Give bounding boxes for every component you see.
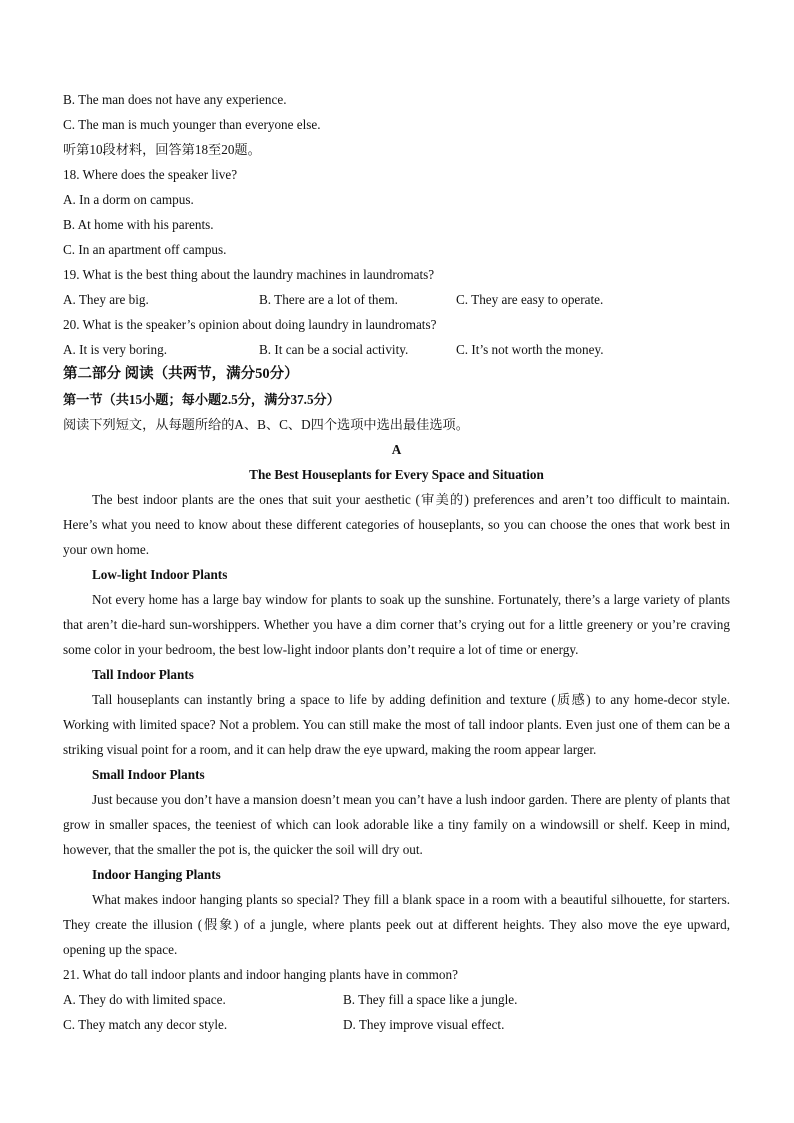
part-two-heading: 第二部分 阅读（共两节，满分50分） bbox=[63, 366, 299, 382]
paragraph-low-light: Not every home has a large bay window for plants to soak up the sunshine. Fortunately, there’s a large variety of plants that aren’t die-hard sun-worshippers. Whether you have a dim corner that’s crying out for a little greenery or you’re craving some color in your bedroom, the best low-light indoor plants don’t require a lot of time or energy. bbox=[63, 592, 730, 657]
paragraph-small: Just because you don’t have a mansion doesn’t mean you can’t have a lush indoor garden. There are plenty of plants that grow in smaller spaces, the teeniest of which can look adorable like a tiny family on a windowsill or shelf. Keep in mind, however, that the smaller the pot is, the quicker the soil will dry out. bbox=[63, 792, 730, 857]
subheading-small: Small Indoor Plants bbox=[92, 767, 205, 782]
question-21: 21. What do tall indoor plants and indoor hanging plants have in common? bbox=[63, 967, 458, 982]
question-19-option-b: B. There are a lot of them. bbox=[259, 292, 398, 307]
listening-instruction: 听第10段材料，回答第18至20题。 bbox=[63, 142, 261, 157]
subheading-hanging: Indoor Hanging Plants bbox=[92, 867, 221, 882]
paragraph-tall: Tall houseplants can instantly bring a space to life by adding definition and texture (质感) to any home-decor style. Working with limited space? Not a problem. You can still make the most of tall indoor plants. Even just one of them can be a striking visual point for a room, and it can help draw the eye upward, making the room appear larger. bbox=[63, 692, 730, 757]
exam-page bbox=[63, 87, 730, 1037]
question-18: 18. Where does the speaker live? bbox=[63, 167, 238, 182]
question-19-option-c: C. They are easy to operate. bbox=[456, 292, 604, 307]
question-19-option-a: A. They are big. bbox=[63, 292, 149, 307]
question-20-options bbox=[63, 337, 730, 362]
question-20: 20. What is the speaker’s opinion about doing laundry in laundromats? bbox=[63, 317, 437, 332]
question-18-option-b: B. At home with his parents. bbox=[63, 217, 214, 232]
option-line: C. The man is much younger than everyone else. bbox=[63, 117, 321, 132]
question-19: 19. What is the best thing about the laundry machines in laundromats? bbox=[63, 267, 435, 282]
option-line: B. The man does not have any experience. bbox=[63, 92, 287, 107]
question-18-option-c: C. In an apartment off campus. bbox=[63, 242, 227, 257]
question-21-option-d: D. They improve visual effect. bbox=[343, 1017, 505, 1032]
question-18-option-a: A. In a dorm on campus. bbox=[63, 192, 194, 207]
passage-letter: A bbox=[391, 442, 402, 457]
question-21-options-row1 bbox=[63, 987, 730, 1012]
subheading-tall: Tall Indoor Plants bbox=[92, 667, 194, 682]
question-21-option-c: C. They match any decor style. bbox=[63, 1017, 228, 1032]
question-20-option-b: B. It can be a social activity. bbox=[259, 342, 409, 357]
question-19-options bbox=[63, 287, 730, 312]
passage-title: The Best Houseplants for Every Space and Situation bbox=[249, 467, 544, 482]
paragraph-hanging: What makes indoor hanging plants so special? They fill a blank space in a room with a beautiful silhouette, for starters. They create the illusion (假象) of a jungle, where plants peek out at different heights. They also move the eye upward, opening up the space. bbox=[63, 892, 730, 957]
question-20-option-c: C. It’s not worth the money. bbox=[456, 342, 604, 357]
intro-paragraph: The best indoor plants are the ones that suit your aesthetic (审美的) preferences and aren’t too difficult to maintain. Here’s what you need to know about these different categories of houseplants, so you can choose the ones that work best in your own home. bbox=[63, 492, 730, 557]
question-21-options-row2 bbox=[63, 1012, 730, 1037]
question-21-option-b: B. They fill a space like a jungle. bbox=[343, 992, 518, 1007]
reading-instruction: 阅读下列短文，从每题所给的A、B、C、D四个选项中选出最佳选项。 bbox=[63, 417, 469, 432]
question-21-option-a: A. They do with limited space. bbox=[63, 992, 226, 1007]
section-one-heading: 第一节（共15小题；每小题2.5分，满分37.5分） bbox=[63, 392, 340, 407]
subheading-low-light: Low-light Indoor Plants bbox=[92, 567, 228, 582]
question-20-option-a: A. It is very boring. bbox=[63, 342, 168, 357]
